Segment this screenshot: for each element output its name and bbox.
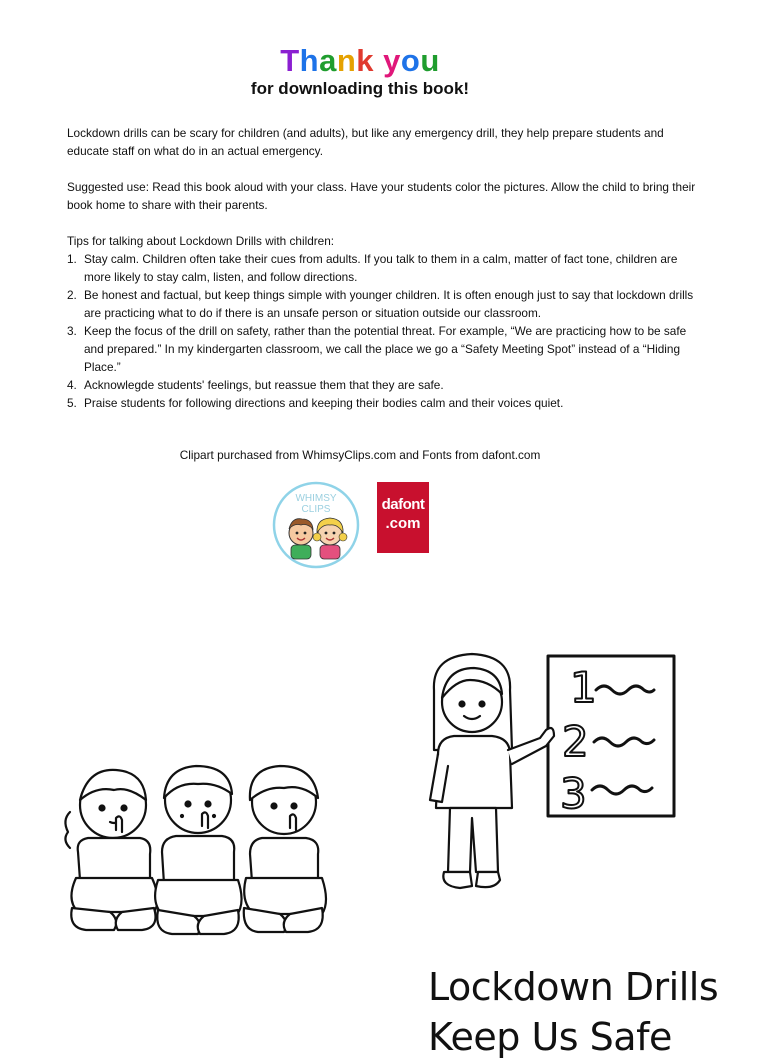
book-title <box>428 962 768 1062</box>
tip-number: 3. <box>67 324 77 338</box>
tip-item <box>67 250 697 286</box>
tip-text: Acknowlegde students' feelings, but reassue them that they are safe. <box>84 378 444 392</box>
tip-item <box>67 376 697 394</box>
chart-number-3: 3 <box>560 769 587 818</box>
tip-number: 5. <box>67 396 77 410</box>
tip-number: 2. <box>67 288 77 302</box>
tip-item <box>67 286 697 322</box>
chart-number-2: 2 <box>562 717 589 766</box>
tip-text: Be honest and factual, but keep things simple with younger children. It is often enough just to say that lockdown drills are practicing what to do if there is an unsafe person or situation outside our classroom. <box>84 288 694 320</box>
page-title <box>0 43 720 79</box>
dafont-logo <box>377 482 429 553</box>
child-boy-right-figure <box>244 766 326 932</box>
page-subtitle: for downloading this book! <box>250 79 470 98</box>
book-title-line-1: Lockdown Drills <box>428 965 719 1009</box>
whimsy-logo-top-text: WHIMSY <box>295 493 337 504</box>
suggested-use-paragraph: Suggested use: Read this book aloud with your class. Have your students color the pictures. Allow the child to bring their book home to share with their parents. <box>67 180 696 212</box>
three-children-illustration <box>58 760 330 942</box>
title-letter: u <box>420 43 440 78</box>
intro-paragraph: Lockdown drills can be scary for children (and adults), but like any emergency drill, they help prepare students and educate staff on what do in an actual emergency. <box>67 126 664 158</box>
tips-heading: Tips for talking about Lockdown Drills with children: <box>67 234 335 248</box>
child-boy-middle-figure <box>155 766 241 934</box>
chart-number-1: 1 <box>570 663 597 712</box>
title-letter: a <box>319 43 337 78</box>
title-letter <box>374 43 383 79</box>
tip-number: 4. <box>67 378 77 392</box>
tip-item <box>67 322 697 376</box>
book-title-line-2: Keep Us Safe <box>428 1015 672 1059</box>
tip-text: Stay calm. Children often take their cues from adults. If you talk to them in a calm, matter of fact tone, children are more likely to stay calm, listen, and follow directions. <box>84 252 678 284</box>
teacher-with-chart-illustration <box>420 650 682 912</box>
credits-line: Clipart purchased from WhimsyClips.com and Fonts from dafont.com <box>179 448 541 462</box>
tip-text: Keep the focus of the drill on safety, rather than the potential threat. For example, “We are practicing how to be safe and prepared.” In my kindergarten classroom, we call the place we go a “Safety Meeting Spot” instead of a “Hiding Place.” <box>84 324 687 374</box>
title-letter: n <box>336 43 357 78</box>
tip-text: Praise students for following directions and keeping their bodies calm and their voices quiet. <box>84 396 564 410</box>
whimsy-logo-bottom-text: CLIPS <box>301 504 331 515</box>
tip-item <box>67 394 697 412</box>
child-girl-figure <box>65 770 157 930</box>
title-letter: h <box>299 43 320 78</box>
tips-list <box>67 250 697 412</box>
dafont-logo-text: dafont <box>381 496 425 513</box>
whimsy-clips-logo <box>272 481 360 569</box>
title-letter: y <box>383 43 401 78</box>
teacher-figure <box>430 654 554 888</box>
dafont-logo-domain: .com <box>385 515 421 532</box>
title-letter: o <box>400 43 421 78</box>
tip-number: 1. <box>67 252 77 266</box>
title-letter: T <box>280 43 300 78</box>
number-chart <box>548 656 674 818</box>
title-letter: k <box>356 43 375 78</box>
